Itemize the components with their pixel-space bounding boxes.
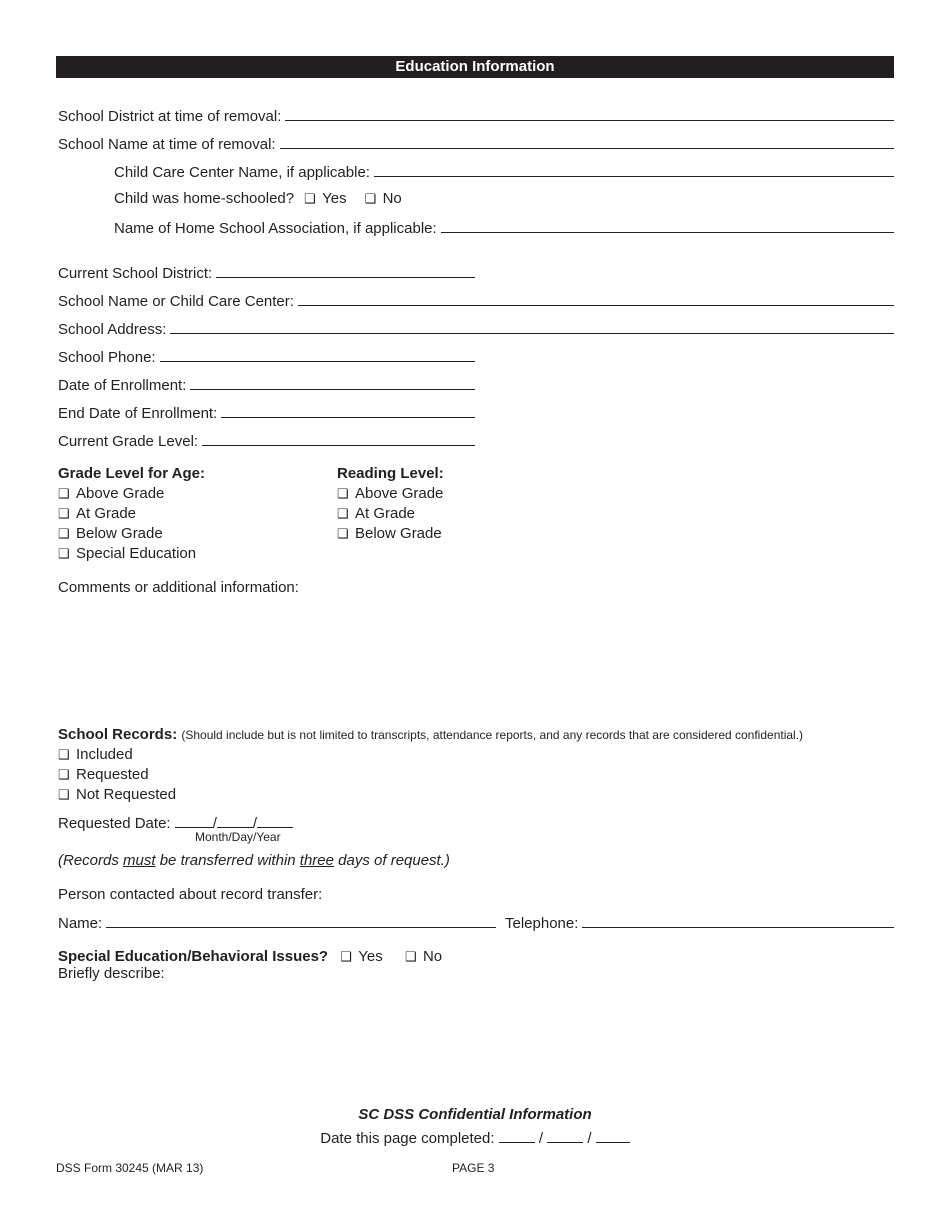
- school-name-removal-row: [58, 134, 894, 154]
- home-schooled-yes-checkbox[interactable]: [304, 190, 346, 207]
- checkbox-icon: ❑: [58, 787, 70, 802]
- option-label: Below Grade: [76, 525, 163, 542]
- date-enrollment-field[interactable]: [190, 375, 475, 390]
- school-name-center-row: [58, 291, 894, 311]
- comments-label: Comments or additional information:: [58, 579, 299, 596]
- home-schooled-no-checkbox[interactable]: [365, 190, 402, 207]
- transfer-note-three: three: [299, 852, 334, 869]
- reading-level-option[interactable]: [337, 525, 442, 542]
- yes-label: Yes: [322, 190, 347, 207]
- checkbox-icon: ❑: [337, 526, 349, 541]
- date-enrollment-label: Date of Enrollment:: [58, 377, 187, 394]
- date-separator: /: [538, 1130, 544, 1147]
- comments-area[interactable]: [58, 602, 894, 712]
- special-ed-no-checkbox[interactable]: [405, 948, 442, 965]
- school-name-center-field[interactable]: [298, 291, 894, 306]
- special-ed-yes-checkbox[interactable]: [340, 948, 382, 965]
- option-label: Included: [76, 746, 133, 763]
- end-date-enrollment-label: End Date of Enrollment:: [58, 405, 218, 422]
- requested-date-label: Requested Date:: [58, 815, 171, 832]
- child-care-center-field[interactable]: [374, 162, 894, 177]
- page-number: PAGE 3: [452, 1161, 495, 1175]
- school-name-removal-label: School Name at time of removal:: [58, 136, 276, 153]
- end-date-enrollment-field[interactable]: [221, 403, 475, 418]
- yes-label: Yes: [358, 948, 383, 965]
- school-district-removal-row: [58, 106, 894, 126]
- requested-date-year[interactable]: [257, 815, 293, 828]
- section-header: Education Information: [56, 56, 894, 78]
- grade-level-option[interactable]: [58, 505, 136, 522]
- no-label: No: [422, 948, 443, 965]
- form-id: DSS Form 30245 (MAR 13): [56, 1161, 204, 1175]
- school-district-removal-label: School District at time of removal:: [58, 108, 282, 125]
- checkbox-icon: ❑: [404, 949, 417, 964]
- contact-name-field[interactable]: [106, 913, 496, 928]
- transfer-note-text: days of request.): [334, 852, 450, 869]
- requested-date-month[interactable]: [175, 815, 213, 828]
- school-records-note: (Should include but is not limited to transcripts, attendance reports, and any records that are considered confidential.): [181, 728, 804, 742]
- transfer-note: [58, 852, 450, 869]
- special-ed-row: [58, 948, 442, 965]
- home-schooled-label: Child was home-schooled?: [114, 190, 295, 207]
- checkbox-icon: ❑: [304, 191, 316, 206]
- date-separator: /: [212, 815, 217, 832]
- date-separator: /: [252, 815, 258, 832]
- option-label: Above Grade: [355, 485, 444, 502]
- checkbox-icon: ❑: [58, 767, 70, 782]
- home-schooled-row: [114, 190, 402, 210]
- option-label: Requested: [76, 766, 149, 783]
- end-date-enrollment-row: [58, 403, 475, 423]
- option-label: Below Grade: [355, 525, 442, 542]
- date-format-hint: Month/Day/Year: [195, 830, 281, 844]
- reading-level-option[interactable]: [337, 485, 443, 502]
- reading-level-title: Reading Level:: [337, 465, 444, 482]
- school-records-title: School Records:: [58, 726, 178, 743]
- option-label: Above Grade: [76, 485, 165, 502]
- contact-name-row: [58, 913, 496, 933]
- no-label: No: [382, 190, 402, 207]
- contact-telephone-row: [505, 913, 894, 933]
- current-grade-level-row: [58, 431, 475, 451]
- transfer-note-text: be transferred within: [155, 852, 300, 869]
- date-completed-row: [0, 1130, 950, 1147]
- date-completed-label: Date this page completed:: [320, 1130, 495, 1147]
- requested-date-day[interactable]: [217, 815, 253, 828]
- checkbox-icon: ❑: [58, 747, 70, 762]
- contact-name-label: Name:: [58, 915, 103, 932]
- reading-level-option[interactable]: [337, 505, 415, 522]
- option-label: At Grade: [76, 505, 137, 522]
- home-school-association-label: Name of Home School Association, if applicable:: [114, 220, 437, 237]
- current-school-district-field[interactable]: [216, 263, 475, 278]
- grade-level-option[interactable]: [58, 485, 164, 502]
- checkbox-icon: ❑: [58, 486, 70, 501]
- school-address-field[interactable]: [170, 319, 894, 334]
- child-care-center-row: [114, 162, 894, 182]
- checkbox-icon: ❑: [364, 191, 377, 206]
- child-care-center-label: Child Care Center Name, if applicable:: [114, 164, 370, 181]
- date-completed-month[interactable]: [499, 1130, 535, 1143]
- checkbox-icon: ❑: [337, 486, 349, 501]
- current-school-district-label: Current School District:: [58, 265, 213, 282]
- transfer-note-must: must: [123, 852, 156, 869]
- describe-area[interactable]: [58, 988, 894, 1088]
- school-phone-row: [58, 347, 475, 367]
- home-school-association-field[interactable]: [441, 218, 894, 233]
- school-records-heading: [58, 726, 803, 743]
- grade-level-title: Grade Level for Age:: [58, 465, 205, 482]
- date-separator: /: [587, 1130, 592, 1147]
- school-address-row: [58, 319, 894, 339]
- checkbox-icon: ❑: [337, 506, 349, 521]
- school-phone-field[interactable]: [160, 347, 475, 362]
- current-grade-level-field[interactable]: [202, 431, 475, 446]
- school-records-option[interactable]: [58, 766, 149, 783]
- school-address-label: School Address:: [58, 321, 167, 338]
- checkbox-icon: ❑: [58, 526, 70, 541]
- grade-level-option[interactable]: [58, 545, 196, 562]
- school-district-removal-field[interactable]: [285, 106, 894, 121]
- transfer-note-text: (Records: [58, 852, 124, 869]
- option-label: At Grade: [355, 505, 416, 522]
- date-completed-day[interactable]: [547, 1130, 583, 1143]
- date-completed-year[interactable]: [596, 1130, 630, 1143]
- school-name-center-label: School Name or Child Care Center:: [58, 293, 294, 310]
- school-phone-label: School Phone:: [58, 349, 156, 366]
- option-label: Special Education: [76, 545, 197, 562]
- grade-level-option[interactable]: [58, 525, 163, 542]
- checkbox-icon: ❑: [340, 949, 352, 964]
- school-name-removal-field[interactable]: [280, 134, 894, 149]
- current-grade-level-label: Current Grade Level:: [58, 433, 199, 450]
- checkbox-icon: ❑: [58, 546, 70, 561]
- date-enrollment-row: [58, 375, 475, 395]
- briefly-describe-label: Briefly describe:: [58, 965, 165, 982]
- confidential-label: SC DSS Confidential Information: [358, 1106, 592, 1123]
- current-school-district-row: [58, 263, 475, 283]
- option-label: Not Requested: [76, 786, 177, 803]
- school-records-option[interactable]: [58, 746, 133, 763]
- contact-telephone-label: Telephone:: [505, 915, 579, 932]
- special-ed-title: Special Education/Behavioral Issues?: [58, 948, 329, 965]
- contact-telephone-field[interactable]: [582, 913, 894, 928]
- school-records-option[interactable]: [58, 786, 176, 803]
- person-contacted-label: Person contacted about record transfer:: [58, 886, 323, 903]
- home-school-association-row: [114, 218, 894, 238]
- checkbox-icon: ❑: [58, 506, 70, 521]
